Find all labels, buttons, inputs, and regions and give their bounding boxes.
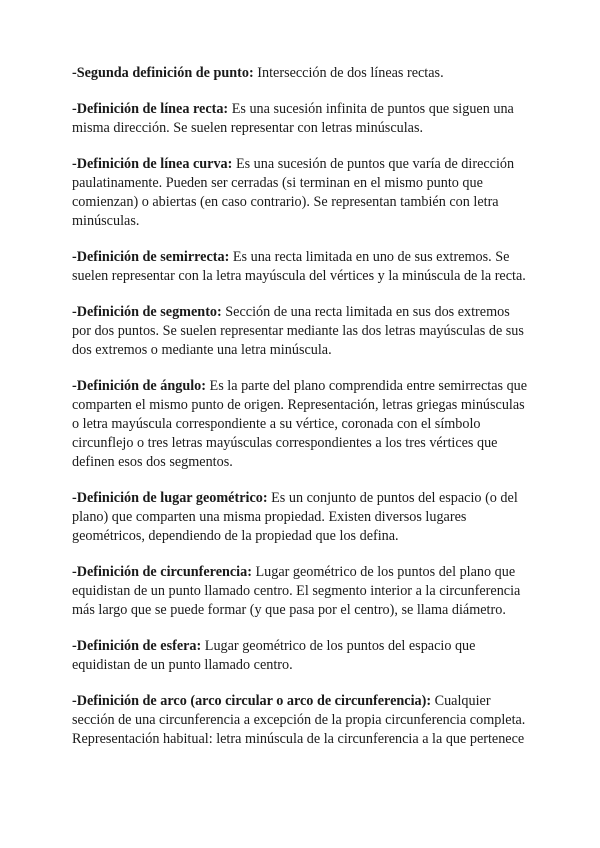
definition-term: -Definición de lugar geométrico: [72,490,268,506]
definition-term: -Definición de línea curva: [72,156,233,172]
definition-term: -Definición de segmento: [72,304,222,320]
definition-term: -Definición de línea recta: [72,101,229,117]
paragraph-linea-recta [72,100,532,138]
definition-text: Es un conjunto de puntos del espacio (o del plano) que comparten una misma propiedad. Existen diversos lugares geométricos, dependiendo de la propiedad que los defina. [72,490,518,544]
definition-text: Intersección de dos líneas rectas. [253,65,444,81]
definition-text: Es una sucesión infinita de puntos que siguen una misma dirección. Se suelen representar con letras minúsculas. [72,101,514,136]
paragraph-linea-curva [72,155,532,231]
paragraph-segmento [72,303,532,360]
paragraph-punto [72,64,532,83]
definition-term: -Definición de semirrecta: [72,249,230,265]
paragraph-circunferencia [72,563,532,620]
definition-text: Cualquier sección de una circunferencia a excepción de la propia circunferencia completa. Representación habitual: letra minúscula de la circunferencia a la que pertenece [72,693,526,747]
definition-term: -Definición de esfera: [72,638,202,654]
definition-term: -Definición de arco (arco circular o arco de circunferencia): [72,693,432,709]
paragraph-esfera [72,637,532,675]
definition-text: Es una recta limitada en uno de sus extremos. Se suelen representar con la letra mayúscula del vértices y la minúscula de la recta. [72,249,526,284]
definition-text: Es una sucesión de puntos que varía de dirección paulatinamente. Pueden ser cerradas (si terminan en el mismo punto que comienzan) o abiertas (en caso contrario). Se representan también con letra minúsculas. [72,156,515,229]
paragraph-angulo [72,377,532,472]
paragraph-lugar-geometrico [72,489,532,546]
definition-text: Sección de una recta limitada en sus dos extremos por dos puntos. Se suelen representar mediante las dos letras mayúsculas de sus dos extremos o mediante una letra minúscula. [72,304,524,358]
paragraph-semirrecta [72,248,532,286]
definition-text: Lugar geométrico de los puntos del plano que equidistan de un punto llamado centro. El segmento interior a la circunferencia más largo que se puede formar (y que pasa por el centro), se llama diámetro. [72,564,521,618]
document-page [72,64,532,766]
definition-term: -Segunda definición de punto: [72,65,254,81]
definition-text: Es la parte del plano comprendida entre semirrectas que comparten el mismo punto de origen. Representación, letras griegas minúsculas o letra mayúscula correspondiente a su vértice, coronada con el símbolo circunflejo o tres letras mayúsculas correspondientes a los tres vértices que definen esos dos segmentos. [72,378,528,470]
definition-term: -Definición de circunferencia: [72,564,252,580]
definition-text: Lugar geométrico de los puntos del espacio que equidistan de un punto llamado centro. [72,638,476,673]
definition-term: -Definición de ángulo: [72,378,206,394]
paragraph-arco [72,692,532,749]
